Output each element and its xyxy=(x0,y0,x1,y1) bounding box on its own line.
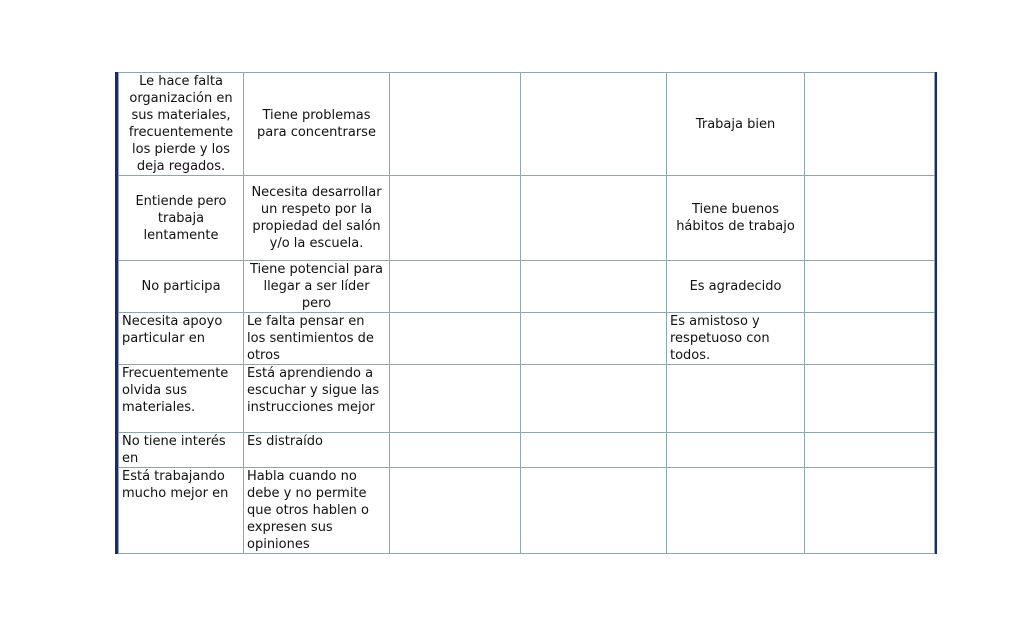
table-cell xyxy=(390,433,521,468)
table-cell: No tiene interés en xyxy=(119,433,244,468)
table-row xyxy=(119,365,935,433)
comments-table-container xyxy=(115,72,937,554)
table-cell xyxy=(390,73,521,176)
table-cell xyxy=(667,365,805,433)
table-row xyxy=(119,433,935,468)
table-row xyxy=(119,73,935,176)
table-cell: Es agradecido xyxy=(667,261,805,313)
table-cell xyxy=(805,313,935,365)
table-cell xyxy=(521,468,667,554)
table-row xyxy=(119,313,935,365)
table-cell xyxy=(805,176,935,261)
table-cell xyxy=(805,365,935,433)
table-cell: Es amistoso y respetuoso con todos. xyxy=(667,313,805,365)
table-cell xyxy=(805,73,935,176)
table-cell xyxy=(521,176,667,261)
table-cell: Necesita apoyo particular en xyxy=(119,313,244,365)
table-cell xyxy=(521,365,667,433)
table-row xyxy=(119,176,935,261)
table-cell xyxy=(521,433,667,468)
table-cell xyxy=(805,433,935,468)
table-cell xyxy=(521,313,667,365)
table-cell: Tiene potencial para llegar a ser líder pero xyxy=(244,261,390,313)
table-cell: Está aprendiendo a escuchar y sigue las instrucciones mejor xyxy=(244,365,390,433)
table-cell xyxy=(390,176,521,261)
table-cell xyxy=(390,313,521,365)
table-cell: Está trabajando mucho mejor en xyxy=(119,468,244,554)
table-cell xyxy=(805,261,935,313)
table-cell: Entiende pero trabaja lentamente xyxy=(119,176,244,261)
table-row xyxy=(119,468,935,554)
table-cell xyxy=(667,433,805,468)
table-cell: Tiene problemas para concentrarse xyxy=(244,73,390,176)
table-cell: Frecuentemente olvida sus materiales. xyxy=(119,365,244,433)
table-cell: Habla cuando no debe y no permite que otros hablen o expresen sus opiniones xyxy=(244,468,390,554)
table-cell: Trabaja bien xyxy=(667,73,805,176)
comments-table xyxy=(118,72,935,554)
table-cell: Tiene buenos hábitos de trabajo xyxy=(667,176,805,261)
table-cell xyxy=(805,468,935,554)
table-cell xyxy=(390,365,521,433)
table-cell xyxy=(521,73,667,176)
table-cell: Es distraído xyxy=(244,433,390,468)
table-cell: No participa xyxy=(119,261,244,313)
table-cell: Necesita desarrollar un respeto por la propiedad del salón y/o la escuela. xyxy=(244,176,390,261)
table-cell xyxy=(390,261,521,313)
table-cell xyxy=(390,468,521,554)
table-cell xyxy=(667,468,805,554)
table-row xyxy=(119,261,935,313)
table-cell: Le hace falta organización en sus materiales, frecuentemente los pierde y los deja regados. xyxy=(119,73,244,176)
table-cell: Le falta pensar en los sentimientos de otros xyxy=(244,313,390,365)
table-cell xyxy=(521,261,667,313)
